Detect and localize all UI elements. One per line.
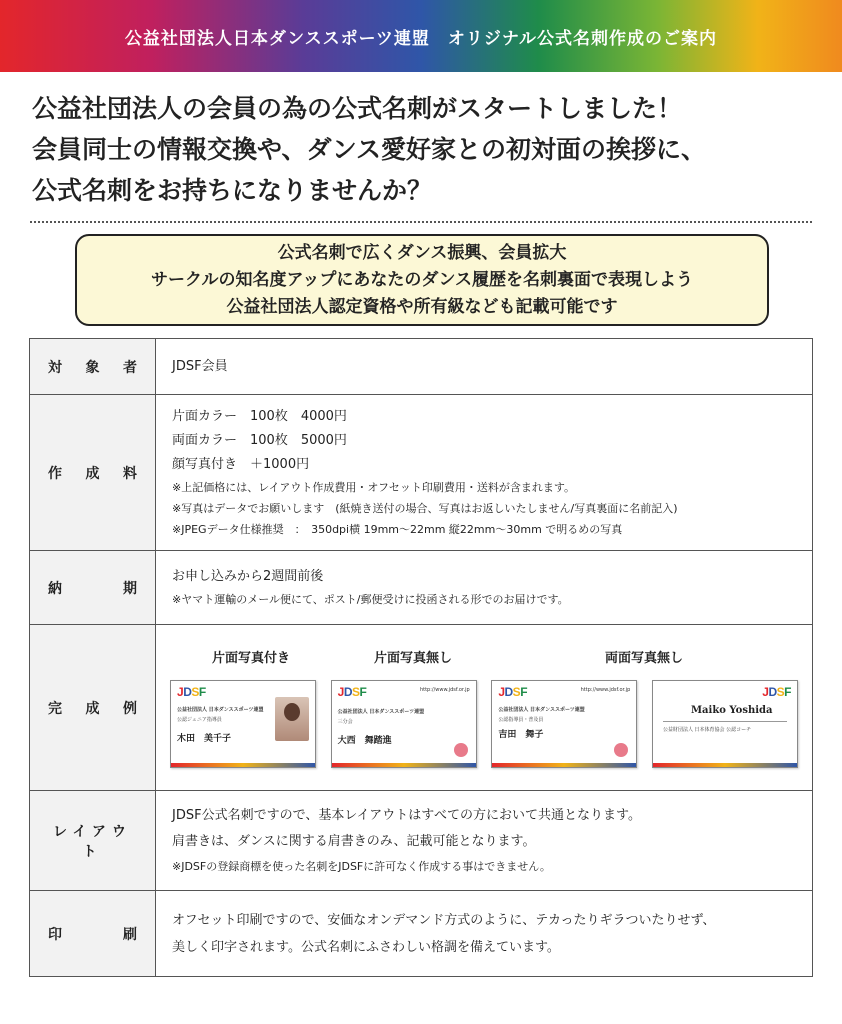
- dotted-divider: [30, 221, 812, 223]
- layout-note: ※JDSFの登録商標を使った名刺をJDSFに許可なく作成する事はできません。: [172, 859, 551, 873]
- jdsf-logo: JDSF: [177, 685, 206, 699]
- header-banner: [0, 0, 842, 72]
- example-heading: 片面写真付き: [211, 651, 290, 666]
- label-char: 者: [123, 359, 137, 376]
- info-table: [29, 338, 813, 977]
- headline-line-2: 会員同士の情報交換や、ダンス愛好家との初対面の挨拶に、: [32, 135, 707, 164]
- card-url: http://www.jdsf.or.jp: [580, 687, 631, 693]
- price-line: 両面カラー 100枚 5000円: [172, 433, 347, 448]
- business-card-nophoto: [331, 680, 477, 768]
- business-card-photo: [170, 680, 316, 768]
- headline-line-3: 公式名刺をお持ちになりませんか？: [32, 176, 433, 205]
- card-url: http://www.jdsf.or.jp: [419, 687, 470, 693]
- layout-line: 肩書きは、ダンスに関する肩書きのみ、記載可能となります。: [172, 833, 536, 849]
- label-char: 作: [48, 465, 62, 482]
- label-char: 料: [123, 465, 137, 482]
- card-title: 三分会: [337, 719, 353, 725]
- label-char: 成: [85, 700, 100, 717]
- label-char: 成: [85, 465, 100, 482]
- delivery-line: お申し込みから2週間前後: [172, 569, 324, 584]
- value-delivery: [156, 551, 813, 625]
- label-layout: [30, 791, 156, 891]
- label-char: 納: [48, 580, 62, 597]
- example-heading: 片面写真無し: [373, 651, 452, 666]
- label-target: [30, 339, 156, 395]
- card-name: 木田 美千子: [177, 734, 232, 744]
- emblem-icon: [454, 743, 468, 757]
- row-examples: [30, 625, 813, 791]
- target-value: JDSF会員: [172, 358, 228, 374]
- value-examples: [156, 625, 813, 791]
- row-print: [30, 891, 813, 977]
- fee-note: ※JPEGデータ仕様推奨 ： 350dpi横 19mm〜22mm 縦22mm〜30mm で明るめの写真: [172, 523, 623, 536]
- price-line: 顔写真付き ＋1000円: [172, 457, 310, 472]
- card-org: 公益社団法人 日本ダンススポーツ連盟: [498, 707, 585, 713]
- card-title: 公認ジュニア指導員: [177, 717, 222, 723]
- label-char: 印: [48, 926, 62, 943]
- delivery-note: ※ヤマト運輸のメール便にて、ポスト/郵便受けに投函される形でのお届けです。: [172, 593, 569, 606]
- row-delivery: [30, 551, 813, 625]
- card-title: 公益財団法人 日本体育協会 公認コーチ: [662, 727, 752, 733]
- print-line: 美しく印字されます。公式名刺にふさわしい格調を備えています。: [172, 939, 560, 955]
- jdsf-logo: JDSF: [498, 685, 528, 699]
- portrait-photo: [275, 697, 309, 741]
- label-char: 対: [48, 359, 62, 376]
- fee-note: ※写真はデータでお願いします (紙焼き送付の場合、写真はお返しいたしません/写真裏面に名前記入): [172, 502, 678, 515]
- label-char: 期: [123, 580, 137, 597]
- row-target: [30, 339, 813, 395]
- row-layout: [30, 791, 813, 891]
- card-name: Maiko Yoshida: [690, 705, 773, 716]
- card-name: 吉田 舞子: [498, 730, 544, 740]
- callout-box: [75, 234, 769, 326]
- card-rule: [663, 721, 787, 722]
- value-print: [156, 891, 813, 977]
- jdsf-logo: JDSF: [762, 685, 791, 699]
- label-char: 例: [123, 700, 137, 717]
- label-char: 刷: [123, 926, 137, 943]
- callout-line-3: 公益社団法人認定資格や所有級なども記載可能です: [226, 296, 618, 317]
- value-layout: [156, 791, 813, 891]
- label-delivery: [30, 551, 156, 625]
- card-org: 公益社団法人 日本ダンススポーツ連盟: [337, 709, 425, 715]
- card-stripe: [492, 763, 636, 767]
- fee-note: ※上記価格には、レイアウト作成費用・オフセット印刷費用・送料が含まれます。: [172, 481, 576, 494]
- label-char: 象: [85, 359, 100, 376]
- card-title: 公認指導員・普及員: [498, 717, 544, 723]
- headline: [32, 88, 822, 211]
- row-fee: [30, 395, 813, 551]
- label-fee: [30, 395, 156, 551]
- emblem-icon: [614, 743, 628, 757]
- example-heading: 両面写真無し: [604, 651, 683, 666]
- headline-line-1: 公益社団法人の会員の為の公式名刺がスタートしました！: [32, 94, 683, 123]
- value-target: [156, 339, 813, 395]
- layout-line: JDSF公式名刺ですので、基本レイアウトはすべての方において共通となります。: [172, 807, 641, 823]
- value-fee: [156, 395, 813, 551]
- label-text: レイアウト: [53, 823, 132, 860]
- callout-line-2: サークルの知名度アップにあなたのダンス履歴を名刺裏面で表現しよう: [151, 269, 693, 290]
- card-stripe: [653, 763, 797, 767]
- jdsf-logo: JDSF: [337, 685, 367, 699]
- print-line: オフセット印刷ですので、安価なオンデマンド方式のように、テカったりギラついたりせず、: [172, 912, 716, 928]
- card-name: 大西 舞踏進: [337, 736, 392, 746]
- label-print: [30, 891, 156, 977]
- label-char: 完: [48, 700, 62, 717]
- banner-title: 公益社団法人日本ダンススポーツ連盟 オリジナル公式名刺作成のご案内: [124, 28, 718, 49]
- label-examples: [30, 625, 156, 791]
- card-stripe: [332, 763, 476, 767]
- card-org: 公益社団法人 日本ダンススポーツ連盟: [177, 707, 264, 713]
- business-card-front: [491, 680, 637, 768]
- price-line: 片面カラー 100枚 4000円: [172, 409, 347, 424]
- card-stripe: [171, 763, 315, 767]
- business-card-back: [652, 680, 798, 768]
- callout-line-1: 公式名刺で広くダンス振興、会員拡大: [277, 242, 567, 263]
